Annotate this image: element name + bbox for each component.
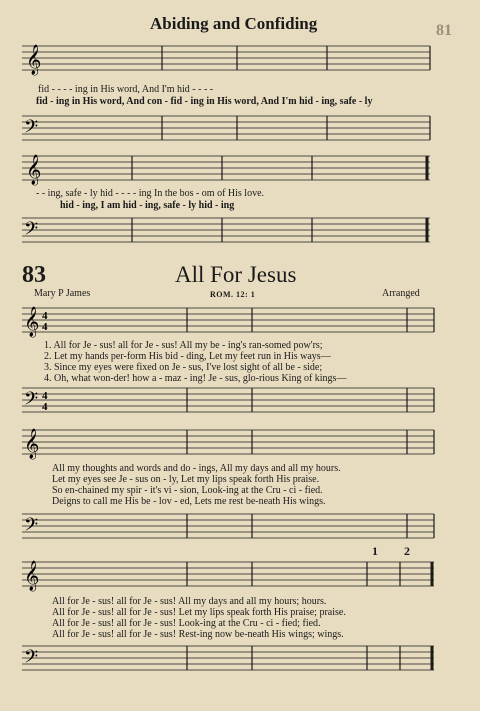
- system3-verse-3: All for Je - sus! all for Je - sus! Look-ing at the Cru - ci - fied; fied.: [52, 618, 321, 629]
- svg-text:4: 4: [42, 310, 48, 322]
- prev-system1-treble-staff: [22, 40, 430, 82]
- prev-system1-bass-staff: [22, 110, 430, 150]
- prev-system2-bass-staff: [22, 212, 430, 252]
- svg-text:4: 4: [42, 390, 48, 402]
- system3-treble-staff: [22, 556, 434, 592]
- system2-treble-staff: [22, 424, 434, 460]
- svg-text:𝄞: 𝄞: [24, 307, 40, 337]
- prev-system2-lower-lyric: hid - ing, I am hid - ing, safe - ly hid - ing: [60, 200, 235, 211]
- prev-system1-lower-lyric: fid - ing in His word, And con - fid - ing in His word, And I'm hid - ing, safe - ly: [36, 96, 373, 107]
- system2-verse-4: Deigns to call me His be - lov - ed, Lets me rest be-neath His wings.: [52, 496, 326, 507]
- system3-bass-staff: [22, 640, 434, 676]
- system3-verse-4: All for Je - sus! all for Je - sus! Rest-ing now be-neath His wings; wings.: [52, 629, 344, 640]
- hymn-number: 83: [22, 262, 46, 288]
- svg-text:𝄢: 𝄢: [24, 389, 39, 414]
- system2-verse-2: Let my eyes see Je - sus on - ly, Let my lips speak forth His praise.: [52, 474, 320, 485]
- system3-verse-1: All for Je - sus! all for Je - sus! All my days and all my hours; hours.: [52, 596, 327, 607]
- system1-verse-4: 4. Oh, what won-der! how a - maz - ing! Je - sus, glo-rious King of kings—: [44, 373, 347, 384]
- svg-text:𝄢: 𝄢: [24, 647, 39, 672]
- svg-text:𝄢: 𝄢: [24, 515, 39, 540]
- system2-verse-1: All my thoughts and words and do - ings, All my days and all my hours.: [52, 463, 341, 474]
- system2-verse-3: So en-chained my spir - it's vi - sion, Look-ing at the Cru - ci - fied.: [52, 485, 323, 496]
- system2-bass-staff: [22, 508, 434, 544]
- system1-verse-1: 1. All for Je - sus! all for Je - sus! All my be - ing's ran-somed pow'rs;: [44, 340, 323, 351]
- svg-text:𝄞: 𝄞: [26, 45, 42, 75]
- prev-system2-upper-lyric: - - ing, safe - ly hid - - - - ing In the bos - om of His love.: [36, 188, 265, 199]
- system1-verse-3: 3. Since my eyes were fixed on Je - sus, I've lost sight of all be - side;: [44, 362, 323, 373]
- page-number: 81: [436, 22, 452, 39]
- scripture-reference: ROM. 12: 1: [210, 290, 256, 299]
- svg-text:𝄞: 𝄞: [24, 561, 40, 591]
- svg-text:4: 4: [42, 401, 48, 413]
- hymn-arranger: Arranged: [382, 288, 420, 299]
- system1-bass-staff: [22, 382, 434, 418]
- hymn-title: All For Jesus: [175, 262, 297, 287]
- svg-text:𝄢: 𝄢: [24, 219, 39, 244]
- svg-text:𝄞: 𝄞: [24, 429, 40, 459]
- prev-system1-upper-lyric: fid - - - - ing in His word, And I'm hid - - - -: [38, 84, 214, 95]
- system1-verse-2: 2. Let my hands per-form His bid - ding, Let my feet run in His ways—: [44, 351, 331, 362]
- svg-text:𝄞: 𝄞: [26, 155, 42, 185]
- hymn-author: Mary P James: [34, 288, 91, 299]
- system1-treble-staff: [22, 302, 434, 338]
- svg-text:𝄢: 𝄢: [24, 117, 39, 142]
- prev-hymn-title: Abiding and Confiding: [150, 14, 318, 33]
- system3-verse-2: All for Je - sus! all for Je - sus! Let my lips speak forth His praise; praise.: [52, 607, 346, 618]
- svg-text:4: 4: [42, 321, 48, 333]
- prev-system2-treble-staff: [22, 150, 430, 190]
- first-ending-label: 1: [372, 544, 378, 558]
- second-ending-label: 2: [404, 544, 410, 558]
